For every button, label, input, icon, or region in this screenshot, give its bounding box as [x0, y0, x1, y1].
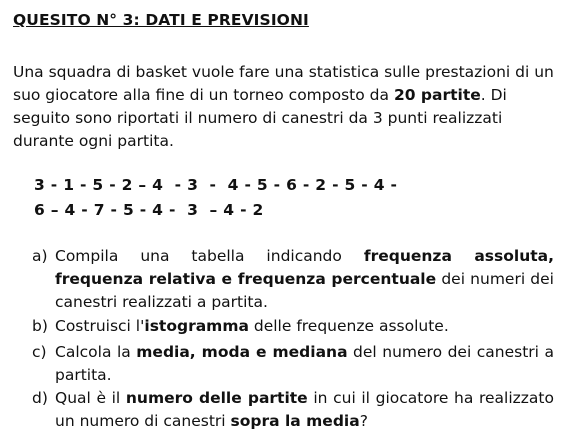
exercise-title: QUESITO N° 3: DATI E PREVISIONI [13, 11, 309, 29]
question-d-label: d) [32, 389, 48, 407]
intro-text-1: Una squadra di basket vuole fare una statistica sulle prestazioni di un suo giocatore alla fine di un torneo composto da [13, 63, 554, 104]
question-a [32, 245, 554, 314]
question-a-bold-1: frequenza assoluta, frequenza relativa e frequenza percentuale [55, 247, 554, 288]
question-b-bold-1: istogramma [144, 317, 249, 335]
question-b-label: b) [32, 317, 48, 335]
question-b-text-1: Costruisci l' [55, 317, 145, 335]
question-d [32, 387, 554, 433]
question-c-text-2: del numero dei canestri a partita. [55, 343, 554, 384]
question-c [32, 341, 554, 387]
question-c-text-1: Calcola la [55, 343, 137, 361]
question-d-text-3: ? [359, 412, 368, 430]
data-sequence-line-1: 3 - 1 - 5 - 2 – 4 - 3 - 4 - 5 - 6 - 2 - 5 - 4 - [34, 176, 398, 194]
question-d-text [55, 387, 554, 433]
question-c-label: c) [32, 343, 47, 361]
question-d-bold-2: sopra la media [230, 412, 360, 430]
intro-text-2: . Di seguito sono riportati il numero di canestri da 3 punti realizzati durante ogni partita. [13, 86, 507, 150]
data-sequence-line-2: 6 – 4 - 7 - 5 - 4 - 3 – 4 - 2 [34, 201, 264, 219]
question-c-bold-1: media, moda e mediana [136, 343, 348, 361]
question-d-bold-1: numero delle partite [125, 389, 308, 407]
question-a-label: a) [32, 247, 48, 265]
question-d-text-1: Qual è il [55, 389, 126, 407]
question-b-text [55, 315, 554, 338]
intro-bold-1: 20 partite [393, 86, 481, 104]
question-a-text [55, 245, 554, 314]
question-a-text-1: Compila una tabella indicando [55, 247, 364, 265]
question-b-text-2: delle frequenze assolute. [248, 317, 449, 335]
question-d-text-2: in cui il giocatore ha realizzato un numero di canestri [55, 389, 554, 430]
question-c-text [55, 341, 554, 387]
question-b [32, 315, 554, 338]
question-a-text-2: dei numeri dei canestri realizzati a partita. [55, 270, 554, 311]
intro-paragraph [13, 61, 558, 153]
